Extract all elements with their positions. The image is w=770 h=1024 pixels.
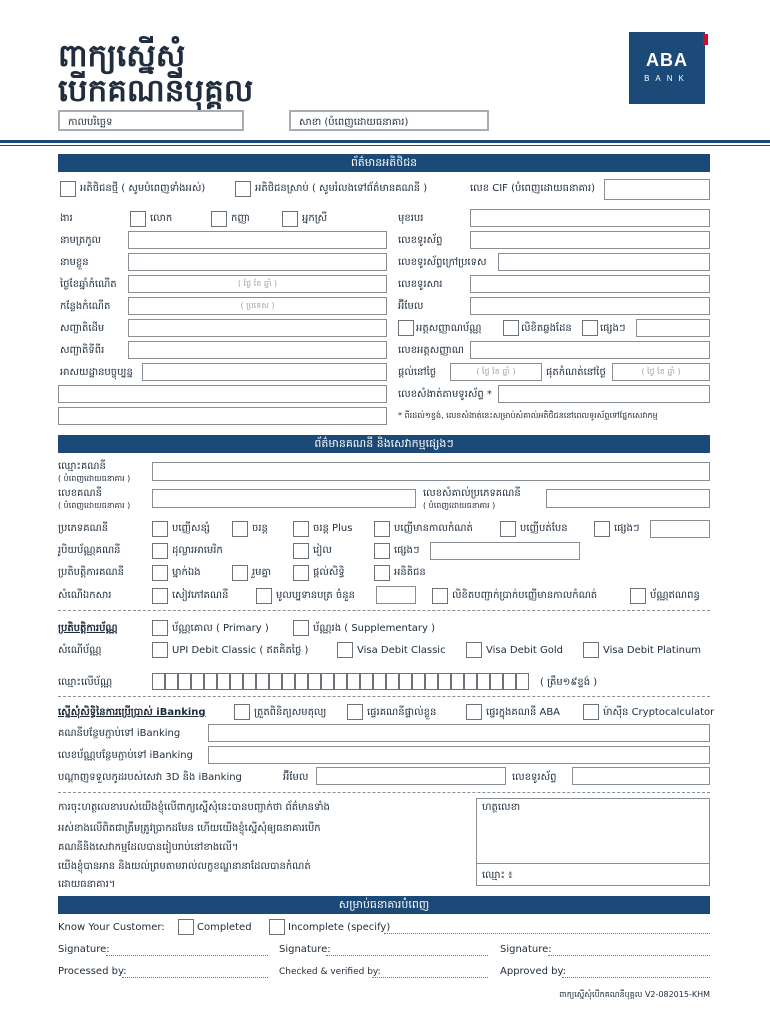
- given-name-label: នាមខ្លួន: [60, 257, 89, 268]
- second-nationality-label: សញ្ជាតិទីពីរ: [60, 345, 105, 356]
- kyc-specify-line[interactable]: [384, 933, 710, 934]
- divider: [58, 610, 710, 611]
- aba-transfer-checkbox[interactable]: [466, 704, 482, 720]
- declaration-line1: ការចុះហត្ថលេខារបស់យើងខ្ញុំលើពាក្យស្នើសុំនេះបានបញ្ជាក់ថា ព័ត៌មានទាំង: [58, 802, 330, 813]
- ownership-label: ប្រតិបត្តិការគណនី: [58, 567, 124, 578]
- section-account-info: ព័ត៌មានគណនី និងសេវាកម្មផ្សេងៗ: [58, 435, 710, 453]
- phone-pin-input[interactable]: [498, 385, 710, 403]
- other-account-checkbox[interactable]: [594, 521, 610, 537]
- ibanking-title: ស្នើសុំសិទ្ធិនៃការប្រើប្រាស់ iBanking: [58, 707, 206, 718]
- email-label: អ៊ីមែល: [398, 301, 424, 312]
- name-on-card-cell[interactable]: [412, 673, 425, 690]
- dob-input[interactable]: ( ថ្ងៃ ខែ ឆ្នាំ ): [128, 275, 387, 293]
- visa-classic-checkbox[interactable]: [337, 642, 353, 658]
- own-transfer-label: ផ្ទេរគណនីផ្ទាល់ខ្លួន: [367, 707, 437, 718]
- pob-input[interactable]: ( ប្រទេស ): [128, 297, 387, 315]
- date-field[interactable]: កាលបរិច្ឆេទ: [58, 110, 244, 131]
- name-on-card-cell[interactable]: [321, 673, 334, 690]
- name-on-card-cell[interactable]: [282, 673, 295, 690]
- minor-checkbox[interactable]: [374, 565, 390, 581]
- position-label: មុខរបរ: [398, 213, 424, 224]
- account-number-input[interactable]: [152, 489, 416, 508]
- visa-classic-label: Visa Debit Classic: [357, 645, 446, 656]
- token-label: ម៉ាស៊ីន Cryptocalculator: [603, 707, 715, 718]
- name-on-card-input[interactable]: [152, 673, 529, 690]
- additional-card-label: លេខប័ណ្ណបន្ថែមភ្ជាប់ទៅ iBanking: [58, 750, 193, 761]
- form-title-line2: បើកគណនីបុគ្គល: [58, 73, 254, 109]
- upi-checkbox[interactable]: [152, 642, 168, 658]
- account-number-label: លេខគណនី: [58, 488, 102, 499]
- name-on-card-cell[interactable]: [347, 673, 360, 690]
- miss-checkbox[interactable]: [211, 211, 227, 227]
- savings-label: បញ្ញើសន្សំ: [172, 523, 210, 534]
- visa-gold-label: Visa Debit Gold: [486, 645, 563, 656]
- new-client-label: អតិថិជនថ្មី ( សូមបំពេញទាំងអស់): [80, 183, 206, 194]
- address-input[interactable]: [142, 363, 387, 381]
- mr-checkbox[interactable]: [130, 211, 146, 227]
- either-label: ផ្តល់សិទ្ធិ: [313, 567, 345, 578]
- address-input-line3[interactable]: [58, 407, 387, 425]
- account-type-id-label: លេខសំគាល់ប្រភេទគណនី: [423, 488, 521, 499]
- fixed-deposit-checkbox[interactable]: [374, 521, 390, 537]
- logo-subtext: BANK: [644, 74, 690, 83]
- signature-divider: [476, 863, 710, 864]
- form-title-line1: ពាក្យស្នើសុំ: [58, 38, 186, 74]
- email-input[interactable]: [470, 297, 710, 315]
- declaration-line4: យើងខ្ញុំបានអាន និងយល់ព្រមតាមរាល់លក្ខខណ្ឌនានាដែលបានកំណត់: [58, 861, 311, 872]
- name-on-card-cell[interactable]: [451, 673, 464, 690]
- approved-by-label: Approved by:: [500, 966, 567, 977]
- name-on-card-cell[interactable]: [477, 673, 490, 690]
- passbook-checkbox[interactable]: [152, 588, 168, 604]
- account-name-label: ឈ្មោះគណនី: [58, 461, 106, 472]
- divider: [58, 696, 710, 697]
- section-bank-use: សម្រាប់ធនាគារបំពេញ: [58, 896, 710, 914]
- additional-account-label: គណនីបន្ថែមភ្ជាប់ទៅ iBanking: [58, 728, 181, 739]
- secure-phone-input[interactable]: [572, 767, 710, 785]
- visa-platinum-checkbox[interactable]: [583, 642, 599, 658]
- kyc-incomplete-label: Incomplete (specify): [288, 922, 391, 933]
- header-rule: [0, 140, 770, 143]
- other-id-input[interactable]: [636, 319, 710, 337]
- issued-input[interactable]: ( ថ្ងៃ ខែ ឆ្នាំ ): [450, 363, 542, 381]
- joint-checkbox[interactable]: [232, 565, 248, 581]
- mr-label: លោក: [150, 213, 173, 224]
- flag-icon: [703, 34, 708, 45]
- position-input[interactable]: [470, 209, 710, 227]
- secure-email-input[interactable]: [316, 767, 506, 785]
- additional-account-input[interactable]: [208, 724, 710, 742]
- name-on-card-cell[interactable]: [438, 673, 451, 690]
- account-number-sub: ( បំពេញដោយធនាគារ ): [58, 501, 131, 510]
- id-card-label: អត្តសញ្ញាណប័ណ្ណ: [416, 323, 482, 334]
- signature1-label: Signature:: [58, 944, 110, 955]
- view-balance-checkbox[interactable]: [234, 704, 250, 720]
- documents-label: សំណើឯកសារ: [58, 590, 112, 601]
- name-on-card-cell[interactable]: [334, 673, 347, 690]
- declaration-line3: គណនីនិងសេវាកម្មដែលបានរៀបរាប់នៅខាងលើ។: [58, 842, 239, 853]
- name-on-card-cell[interactable]: [490, 673, 503, 690]
- other-currency-checkbox[interactable]: [374, 543, 390, 559]
- address-label: អាសយដ្ឋានបច្ចុប្បន្ន: [60, 367, 133, 378]
- bond-checkbox[interactable]: [630, 588, 646, 604]
- usd-label: ដុល្លារអាមេរិក: [172, 545, 223, 556]
- miss-label: កញ្ញា: [231, 213, 250, 224]
- account-type-id-sub: ( បំពេញដោយធនាគារ ): [423, 501, 496, 510]
- expiry-input[interactable]: ( ថ្ងៃ ខែ ឆ្នាំ ): [612, 363, 710, 381]
- card-section-title: ប្រតិបត្តិការប័ណ្ណ: [58, 623, 118, 634]
- primary-card-checkbox[interactable]: [152, 620, 168, 636]
- header-rule-thin: [0, 145, 770, 146]
- name-on-card-cell[interactable]: [243, 673, 256, 690]
- passport-label: លិខិតឆ្លងដែន: [521, 323, 572, 334]
- cheque-checkbox[interactable]: [256, 588, 272, 604]
- upi-label: UPI Debit Classic ( ឥតគិតថ្លៃ ): [172, 645, 309, 656]
- checked-by-line[interactable]: [372, 977, 488, 978]
- given-name-input[interactable]: [128, 253, 387, 271]
- phone-label: លេខទូរស័ព្ទ: [398, 235, 443, 246]
- secure-code-label: បណ្តាញទទួលកូដរបស់សេវា 3D និង iBanking: [58, 772, 242, 783]
- name-on-card-cell[interactable]: [386, 673, 399, 690]
- name-on-card-cell[interactable]: [295, 673, 308, 690]
- deposit-certificate-checkbox[interactable]: [432, 588, 448, 604]
- branch-field[interactable]: សាខា (បំពេញដោយធនាគារ): [289, 110, 489, 131]
- signature1-line[interactable]: [106, 955, 268, 956]
- cif-input[interactable]: [604, 179, 710, 200]
- nationality-input[interactable]: [128, 319, 387, 337]
- processed-by-label: Processed by:: [58, 966, 127, 977]
- approved-by-line[interactable]: [562, 977, 710, 978]
- cheque-count-input[interactable]: [376, 586, 416, 604]
- phone-pin-label: លេខសំងាត់តាមទូរស័ព្ទ *: [398, 389, 492, 400]
- name-on-card-cell[interactable]: [217, 673, 230, 690]
- foreign-phone-input[interactable]: [498, 253, 710, 271]
- deposit-certificate-label: លិខិតបញ្ជាក់ប្រាក់បញ្ញើមានកាលកំណត់: [452, 590, 598, 601]
- current-label: ចរន្ត: [252, 523, 268, 534]
- declaration-line5: ដោយធនាគារ។: [58, 879, 116, 890]
- current-plus-checkbox[interactable]: [293, 521, 309, 537]
- surname-input[interactable]: [128, 231, 387, 249]
- name-on-card-cell[interactable]: [373, 673, 386, 690]
- aba-bank-logo: [629, 32, 705, 104]
- signature2-label: Signature:: [279, 944, 331, 955]
- surname-label: នាមត្រកូល: [60, 235, 102, 246]
- name-on-card-cell[interactable]: [503, 673, 516, 690]
- account-type-label: ប្រភេទគណនី: [58, 523, 109, 534]
- existing-client-label: អតិថិជនស្រាប់ ( សូមរំលងទៅព័ត៌មានគណនី ): [255, 183, 428, 194]
- view-balance-label: ត្រួតពិនិត្យសមតុល្យ: [254, 707, 327, 718]
- supplementary-card-label: ប័ណ្ណរង ( Supplementary ): [313, 623, 436, 634]
- divider: [58, 792, 710, 793]
- signature2-line[interactable]: [326, 955, 488, 956]
- name-on-card-cell[interactable]: [464, 673, 477, 690]
- issued-label: ផ្តល់នៅថ្ងៃ: [398, 367, 437, 378]
- minor-label: អនិតិជន: [394, 567, 426, 578]
- secure-email-label: អ៊ីមែល: [283, 772, 309, 783]
- account-type-id-input[interactable]: [546, 489, 710, 508]
- name-on-card-cell[interactable]: [425, 673, 438, 690]
- currency-label: រូបិយប័ណ្ណគណនី: [58, 545, 121, 556]
- own-transfer-checkbox[interactable]: [347, 704, 363, 720]
- fax-label: លេខទូរសារ: [398, 279, 443, 290]
- joint-label: រួមគ្នា: [252, 567, 272, 578]
- pin-note: * ពីរដល់១ខ្ទង់, លេខសំងាត់នេះសម្រាប់សំគាល់អតិថិជននៅពេលទូរស័ព្ទទៅផ្នែកសេវាកម្ម: [398, 411, 658, 420]
- name-max-chars: ( ត្រឹម១៩ខ្ទង់ ): [540, 677, 598, 688]
- passbook-label: សៀវភៅគណនី: [172, 590, 229, 601]
- foreign-phone-label: លេខទូរស័ព្ទក្រៅប្រទេស: [398, 257, 487, 268]
- aba-transfer-label: ផ្ទេរក្នុងគណនី ABA: [486, 707, 561, 718]
- secure-phone-label: លេខទូរស័ព្ទ: [512, 772, 557, 783]
- name-on-card-cell[interactable]: [269, 673, 282, 690]
- mrs-label: អ្នកស្រី: [302, 213, 328, 224]
- signature-name-label: ឈ្មោះ ៖: [482, 870, 513, 881]
- current-plus-label: ចរន្ត Plus: [313, 523, 353, 534]
- pob-label: កន្លែងកំណើត: [60, 301, 111, 312]
- visa-gold-checkbox[interactable]: [466, 642, 482, 658]
- expiry-label: ផុតកំណត់នៅថ្ងៃ: [546, 367, 606, 378]
- cheque-label: មូលប្បទានបត្រ ចំនួន: [276, 590, 355, 601]
- bond-label: ប័ណ្ណឥណពន្ធ: [650, 590, 700, 601]
- account-name-sub: ( បំពេញដោយធនាគារ ): [58, 474, 131, 483]
- cif-label: លេខ CIF (បំពេញដោយធនាគារ): [470, 183, 596, 194]
- single-label: ម្នាក់ឯង: [172, 567, 201, 578]
- second-nationality-input[interactable]: [128, 341, 387, 359]
- fixed-deposit-label: បញ្ញើមានកាលកំណត់: [394, 523, 473, 534]
- flexible-deposit-label: បញ្ញើបត់បែន: [520, 523, 568, 534]
- other-id-label: ផ្សេងៗ: [600, 323, 626, 334]
- single-checkbox[interactable]: [152, 565, 168, 581]
- card-request-label: សំណើប័ណ្ណ: [58, 645, 102, 656]
- logo-text: ABA: [646, 50, 688, 70]
- new-client-checkbox[interactable]: [60, 181, 76, 197]
- id-card-checkbox[interactable]: [398, 320, 414, 336]
- name-on-card-cell[interactable]: [516, 673, 529, 690]
- account-name-input[interactable]: [152, 462, 710, 481]
- flexible-deposit-checkbox[interactable]: [500, 521, 516, 537]
- passport-checkbox[interactable]: [503, 320, 519, 336]
- address-input-line2[interactable]: [58, 385, 387, 403]
- id-number-label: លេខអត្តសញ្ញាណ: [398, 345, 464, 356]
- current-checkbox[interactable]: [232, 521, 248, 537]
- nationality-label: សញ្ជាតិដើម: [60, 323, 105, 334]
- name-on-card-cell[interactable]: [178, 673, 191, 690]
- other-account-input[interactable]: [650, 520, 710, 538]
- title-label: ងារ: [60, 213, 73, 224]
- name-on-card-cell[interactable]: [308, 673, 321, 690]
- khr-checkbox[interactable]: [293, 543, 309, 559]
- declaration-line2: អស់ខាងលើពិតជាត្រឹមត្រូវប្រាកដមែន ហើយយើងខ្ញុំស្នើសុំឲ្យធនាគារបើក: [58, 823, 321, 834]
- form-code: ពាក្យស្នើសុំបើកគណនីបុគ្គល V2-082015-KHM: [559, 990, 710, 999]
- signature3-line[interactable]: [548, 955, 710, 956]
- processed-by-line[interactable]: [122, 977, 268, 978]
- savings-checkbox[interactable]: [152, 521, 168, 537]
- section-client-info: ព័ត៌មានអតិថិជន: [58, 154, 710, 172]
- signature-label: ហត្ថលេខា: [482, 802, 521, 813]
- token-checkbox[interactable]: [583, 704, 599, 720]
- name-on-card-label: ឈ្មោះលើប័ណ្ណ: [58, 677, 113, 688]
- other-currency-input[interactable]: [430, 542, 580, 560]
- khr-label: រៀល: [313, 545, 332, 556]
- usd-checkbox[interactable]: [152, 543, 168, 559]
- mrs-checkbox[interactable]: [282, 211, 298, 227]
- name-on-card-cell[interactable]: [152, 673, 165, 690]
- visa-platinum-label: Visa Debit Platinum: [603, 645, 702, 656]
- additional-card-input[interactable]: [208, 746, 710, 764]
- existing-client-checkbox[interactable]: [235, 181, 251, 197]
- id-number-input[interactable]: [470, 341, 710, 359]
- primary-card-label: ប័ណ្ណគោល ( Primary ): [172, 623, 269, 634]
- signature3-label: Signature:: [500, 944, 552, 955]
- name-on-card-cell[interactable]: [204, 673, 217, 690]
- kyc-label: Know Your Customer:: [58, 922, 165, 933]
- name-on-card-cell[interactable]: [230, 673, 243, 690]
- name-on-card-cell[interactable]: [360, 673, 373, 690]
- other-currency-label: ផ្សេងៗ: [394, 545, 420, 556]
- checked-by-label: Checked & verified by:: [279, 967, 381, 977]
- other-id-checkbox[interactable]: [582, 320, 598, 336]
- either-checkbox[interactable]: [293, 565, 309, 581]
- name-on-card-cell[interactable]: [256, 673, 269, 690]
- supplementary-card-checkbox[interactable]: [293, 620, 309, 636]
- name-on-card-cell[interactable]: [399, 673, 412, 690]
- phone-input[interactable]: [470, 231, 710, 249]
- name-on-card-cell[interactable]: [165, 673, 178, 690]
- other-account-label: ផ្សេងៗ: [614, 523, 640, 534]
- dob-label: ថ្ងៃខែឆ្នាំកំណើត: [60, 279, 117, 290]
- fax-input[interactable]: [470, 275, 710, 293]
- kyc-completed-checkbox[interactable]: [178, 919, 194, 935]
- kyc-completed-label: Completed: [197, 922, 252, 933]
- name-on-card-cell[interactable]: [191, 673, 204, 690]
- kyc-incomplete-checkbox[interactable]: [269, 919, 285, 935]
